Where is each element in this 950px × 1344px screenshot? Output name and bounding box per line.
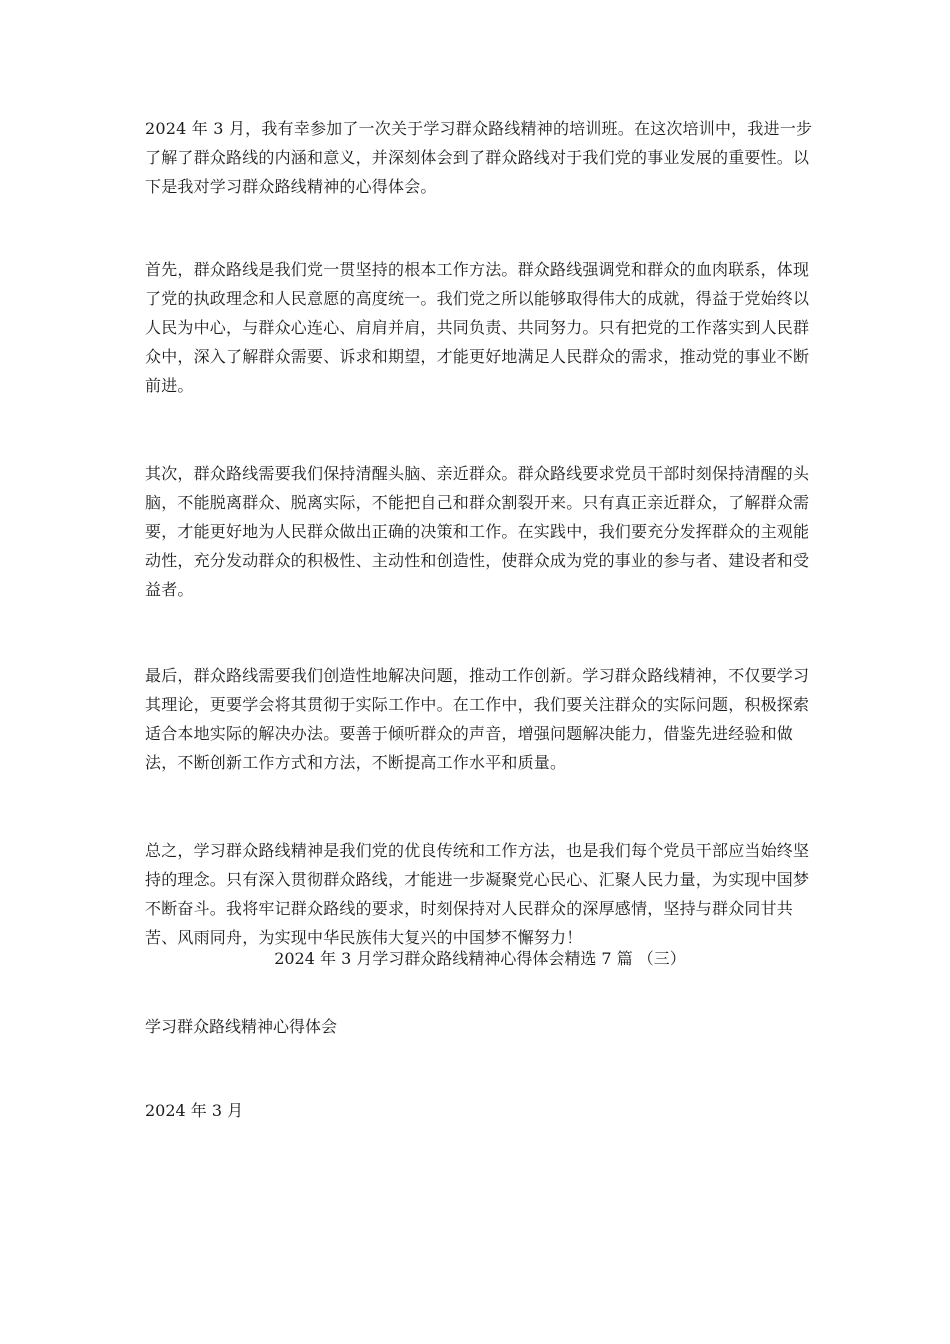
paragraph-intro: 2024 年 3 月，我有幸参加了一次关于学习群众路线精神的培训班。在这次培训中，我进一步了解了群众路线的内涵和意义，并深刻体会到了群众路线对于我们党的事业发展的重要性。以下是我对学习群众路线精神的心得体会。 [145,119,813,196]
section-heading: 2024 年 3 月学习群众路线精神心得体会精选 7 篇 （三） [274,949,686,968]
paragraph-first: 首先，群众路线是我们党一贯坚持的根本工作方法。群众路线强调党和群众的血肉联系，体现了党的执政理念和人民意愿的高度统一。我们党之所以能够取得伟大的成就，得益于党始终以人民为中心，与群众心连心、肩肩并肩，共同负责、共同努力。只有把党的工作落实到人民群众中，深入了解群众需要、诉求和期望，才能更好地满足人民群众的需求，推动党的事业不断前进。 [145,260,810,395]
document-subtitle: 学习群众路线精神心得体会 [145,1017,338,1036]
paragraph-last: 最后，群众路线需要我们创造性地解决问题，推动工作创新。学习群众路线精神，不仅要学习其理论，更要学会将其贯彻于实际工作中。在工作中，我们要关注群众的实际问题，积极探索适合本地实际的解决办法。要善于倾听群众的声音，增强问题解决能力，借鉴先进经验和做法，不断创新工作方式和方法，不断提高工作水平和质量。 [145,666,810,772]
document-date: 2024 年 3 月 [145,1101,244,1120]
paragraph-conclusion: 总之，学习群众路线精神是我们党的优良传统和工作方法，也是我们每个党员干部应当始终坚持的理念。只有深入贯彻群众路线，才能进一步凝聚党心民心、汇聚人民力量，为实现中国梦不断奋斗。我将牢记群众路线的要求，时刻保持对人民群众的深厚感情，坚持与群众同甘共苦、风雨同舟，为实现中华民族伟大复兴的中国梦不懈努力！ [145,841,810,947]
paragraph-second: 其次，群众路线需要我们保持清醒头脑、亲近群众。群众路线要求党员干部时刻保持清醒的头脑，不能脱离群众、脱离实际，不能把自己和群众割裂开来。只有真正亲近群众，了解群众需要，才能更好地为人民群众做出正确的决策和工作。在实践中，我们要充分发挥群众的主观能动性，充分发动群众的积极性、主动性和创造性，使群众成为党的事业的参与者、建设者和受益者。 [145,464,810,599]
